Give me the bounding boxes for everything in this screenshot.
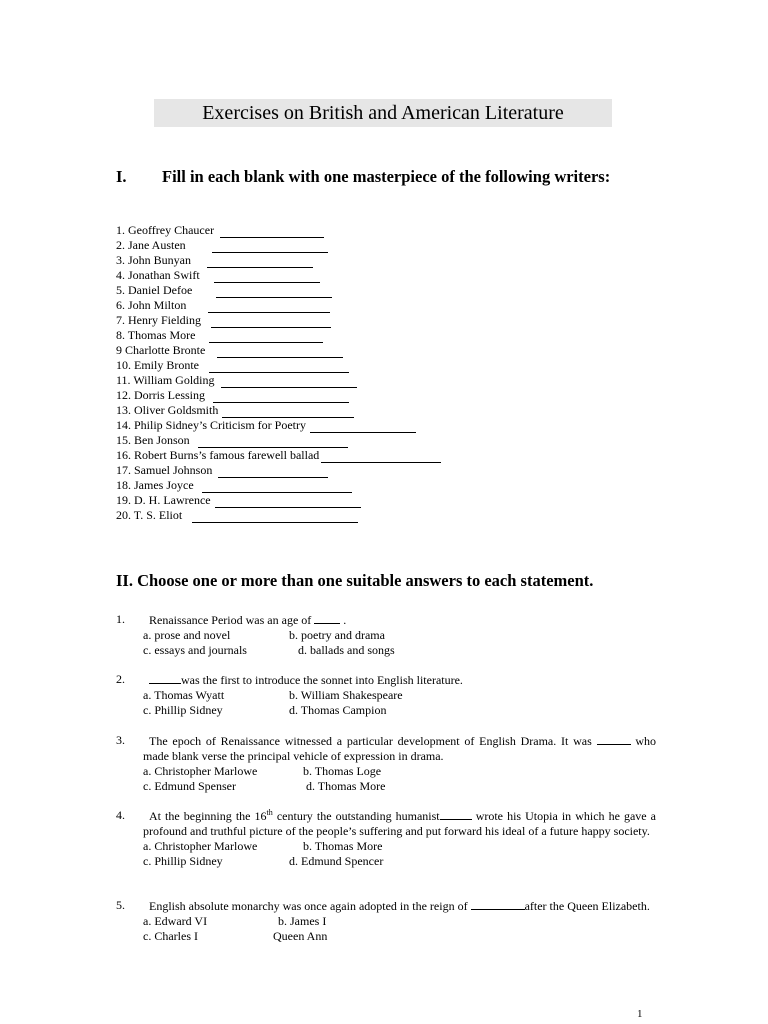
list-item: 19. D. H. Lawrence — [116, 493, 676, 508]
list-item: 6. John Milton — [116, 298, 676, 313]
question-2 — [116, 672, 656, 718]
answer-blank[interactable] — [209, 331, 323, 343]
list-item: 3. John Bunyan — [116, 253, 676, 268]
question-text: The epoch of Renaissance witnessed a particular development of English Drama. It was who made blank verse the principal vehicle of expression in drama. — [143, 734, 657, 763]
answer-blank[interactable] — [321, 451, 441, 463]
list-item: 18. James Joyce — [116, 478, 676, 493]
list-item: 5. Daniel Defoe — [116, 283, 676, 298]
answer-blank[interactable] — [217, 346, 343, 358]
answer-blank[interactable] — [215, 496, 361, 508]
options-row — [116, 643, 656, 658]
question-number: 5. — [116, 898, 125, 912]
option-c[interactable]: c. Charles I — [143, 929, 198, 943]
page-title: Exercises on British and American Literature — [154, 99, 612, 127]
option-d[interactable]: d. Thomas More — [306, 779, 386, 793]
option-c[interactable]: c. Edmund Spenser — [143, 779, 236, 793]
list-item: 11. William Golding — [116, 373, 676, 388]
list-item: 2. Jane Austen — [116, 238, 676, 253]
question-text: At the beginning the 16th century the outstanding humanist wrote his Utopia in which he gave a profound and truthful picture of the people’s suffering and put forward his ideal of a future happy society. — [143, 808, 657, 838]
options-row — [116, 779, 656, 794]
answer-blank[interactable] — [198, 436, 348, 448]
option-a[interactable]: a. prose and novel — [143, 628, 231, 642]
list-item: 16. Robert Burns’s famous farewell ballad — [116, 448, 676, 463]
question-number: 2. — [116, 672, 125, 686]
answer-blank[interactable] — [214, 271, 320, 283]
options-row — [116, 839, 656, 854]
question-number: 4. — [116, 808, 125, 822]
option-b[interactable]: b. William Shakespeare — [289, 688, 403, 702]
option-d[interactable]: d. Thomas Campion — [289, 703, 387, 717]
list-item: 8. Thomas More — [116, 328, 676, 343]
list-item: 4. Jonathan Swift — [116, 268, 676, 283]
question-number: 3. — [116, 733, 125, 747]
options-row — [116, 628, 656, 643]
list-item: 15. Ben Jonson — [116, 433, 676, 448]
option-b[interactable]: b. Thomas More — [303, 839, 383, 853]
option-a[interactable]: a. Christopher Marlowe — [143, 764, 258, 778]
option-c[interactable]: c. essays and journals — [143, 643, 247, 657]
answer-blank[interactable] — [218, 466, 328, 478]
option-c[interactable]: c. Phillip Sidney — [143, 703, 223, 717]
question-text: was the first to introduce the sonnet into English literature. — [143, 672, 656, 688]
answer-blank[interactable] — [212, 241, 328, 253]
question-text: English absolute monarchy was once again adopted in the reign of after the Queen Elizabeth. — [149, 899, 650, 913]
option-a[interactable]: a. Christopher Marlowe — [143, 839, 258, 853]
list-item: 12. Dorris Lessing — [116, 388, 676, 403]
option-b[interactable]: b. James I — [278, 914, 327, 928]
list-item: 7. Henry Fielding — [116, 313, 676, 328]
answer-blank[interactable] — [597, 733, 631, 745]
answer-blank[interactable] — [310, 421, 416, 433]
options-row — [116, 914, 656, 929]
option-a[interactable]: a. Edward VI — [143, 914, 208, 928]
list-item: 1. Geoffrey Chaucer — [116, 223, 676, 238]
question-3 — [116, 733, 656, 794]
option-b[interactable]: b. Thomas Loge — [303, 764, 382, 778]
answer-blank[interactable] — [192, 511, 358, 523]
list-item: 14. Philip Sidney’s Criticism for Poetry — [116, 418, 676, 433]
list-item: 17. Samuel Johnson — [116, 463, 676, 478]
answer-blank[interactable] — [209, 361, 349, 373]
options-row — [116, 688, 656, 703]
answer-blank[interactable] — [216, 286, 332, 298]
option-c[interactable]: c. Phillip Sidney — [143, 854, 223, 868]
answer-blank[interactable] — [220, 226, 324, 238]
list-item: 20. T. S. Eliot — [116, 508, 676, 523]
answer-blank[interactable] — [222, 406, 354, 418]
writers-list — [116, 223, 676, 523]
option-d[interactable]: Queen Ann — [273, 929, 328, 943]
options-row — [116, 703, 656, 718]
list-item: 13. Oliver Goldsmith — [116, 403, 676, 418]
answer-blank[interactable] — [440, 808, 472, 820]
question-4 — [116, 808, 656, 869]
answer-blank[interactable] — [471, 898, 525, 910]
option-d[interactable]: d. ballads and songs — [298, 643, 395, 657]
section-2-heading: II. Choose one or more than one suitable answers to each statement. — [116, 571, 594, 590]
list-item: 10. Emily Bronte — [116, 358, 676, 373]
answer-blank[interactable] — [202, 481, 352, 493]
question-1 — [116, 612, 656, 658]
answer-blank[interactable] — [314, 612, 340, 624]
question-text: Renaissance Period was an age of . — [149, 613, 347, 627]
answer-blank[interactable] — [221, 376, 357, 388]
options-row — [116, 854, 656, 869]
question-number: 1. — [116, 612, 125, 626]
section-1-number: I. — [116, 167, 127, 186]
option-d[interactable]: d. Edmund Spencer — [289, 854, 384, 868]
answer-blank[interactable] — [213, 391, 349, 403]
section-1-heading: Fill in each blank with one masterpiece of the following writers: — [162, 167, 611, 186]
answer-blank[interactable] — [208, 301, 330, 313]
options-row — [116, 929, 656, 944]
question-5 — [116, 898, 656, 944]
option-b[interactable]: b. poetry and drama — [289, 628, 385, 642]
list-item: 9 Charlotte Bronte — [116, 343, 676, 358]
page-number: 1 — [637, 1008, 643, 1020]
answer-blank[interactable] — [149, 672, 181, 684]
option-a[interactable]: a. Thomas Wyatt — [143, 688, 225, 702]
options-row — [116, 764, 656, 779]
answer-blank[interactable] — [211, 316, 331, 328]
answer-blank[interactable] — [207, 256, 313, 268]
